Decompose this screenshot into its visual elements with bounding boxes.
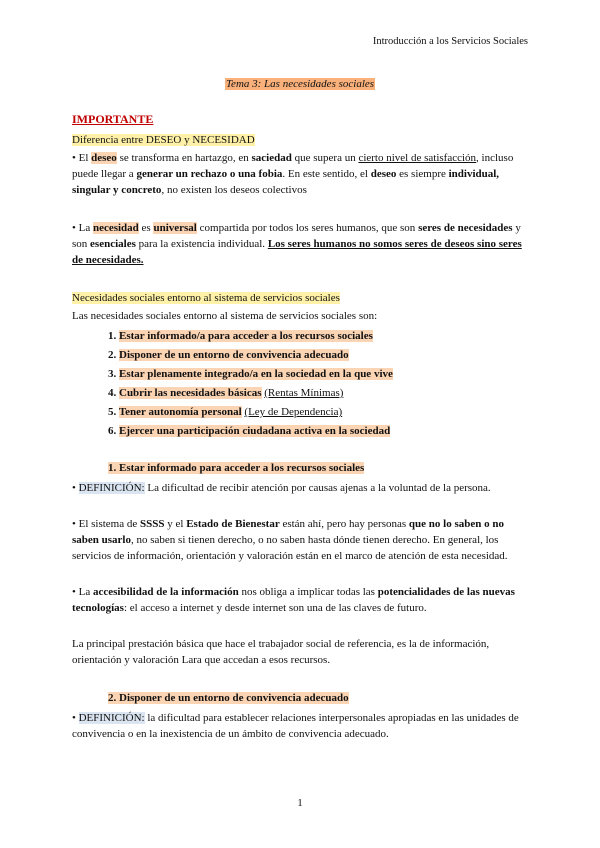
section2-definition: • DEFINICIÓN: la dificultad para establecer relaciones interpersonales apropiadas en las unidades de convivencia o en la inexistencia de un ámbito de convivencia adecuado. bbox=[72, 712, 519, 740]
list-item: 1. Estar informado/a para acceder a los recursos sociales bbox=[108, 330, 373, 342]
section1-paragraph: La principal prestación básica que hace el trabajador social de referencia, es la de información, orientación y valoración Lara que accedan a esos recursos. bbox=[72, 638, 490, 666]
section2-heading: 2. Disponer de un entorno de convivencia adecuado bbox=[108, 692, 349, 704]
section1-definition: • DEFINICIÓN: La dificultad de recibir atención por causas ajenas a la voluntad de la persona. bbox=[72, 482, 491, 494]
section1-bullet2: • El sistema de SSSS y el Estado de Bienestar están ahí, pero hay personas que no lo saben o no saben usarlo, no saben si tienen derecho, o no saben hasta dónde tienen derecho. En general, los servicios de información, orientación y valoración están en el marco de atención de esta necesidad. bbox=[72, 518, 508, 562]
list-item: 6. Ejercer una participación ciudadana activa en la sociedad bbox=[108, 425, 391, 437]
list-item: 3. Estar plenamente integrado/a en la sociedad en la que vive bbox=[108, 368, 393, 380]
section1-heading: 1. Estar informado para acceder a los recursos sociales bbox=[108, 462, 365, 474]
title-text: Tema 3: Las necesidades sociales bbox=[225, 78, 375, 90]
needs-list bbox=[108, 327, 393, 441]
nec-intro: Las necesidades sociales entorno al sistema de servicios sociales son: bbox=[72, 310, 378, 322]
document-title bbox=[0, 78, 600, 90]
necesidad-paragraph: • La necesidad es universal compartida por todos los seres humanos, que son seres de necesidades y son esenciales para la existencia individual. Los seres humanos no somos seres de deseos sino seres de necesidades. bbox=[72, 222, 522, 266]
page-header: Introducción a los Servicios Sociales bbox=[372, 36, 528, 47]
list-item: 2. Disponer de un entorno de convivencia adecuado bbox=[108, 349, 349, 361]
page-number: 1 bbox=[297, 797, 303, 809]
important-label: IMPORTANTE bbox=[72, 112, 154, 126]
diff-heading: Diferencia entre DESEO y NECESIDAD bbox=[72, 134, 255, 146]
list-item: 5. Tener autonomía personal (Ley de Dependencia) bbox=[108, 406, 343, 418]
deseo-paragraph: • El deseo se transforma en hartazgo, en saciedad que supera un cierto nivel de satisfacción, incluso puede llegar a generar un rechazo o una fobia. En este sentido, el deseo es siempre individual, singular y concreto, no existen los deseos colectivos bbox=[72, 152, 514, 196]
nec-heading: Necesidades sociales entorno al sistema de servicios sociales bbox=[72, 292, 340, 304]
section1-bullet3: • La accesibilidad de la información nos obliga a implicar todas las potencialidades de las nuevas tecnologías: el acceso a internet y desde internet son una de las claves de futuro. bbox=[72, 586, 515, 614]
list-item: 4. Cubrir las necesidades básicas (Rentas Mínimas) bbox=[108, 387, 344, 399]
